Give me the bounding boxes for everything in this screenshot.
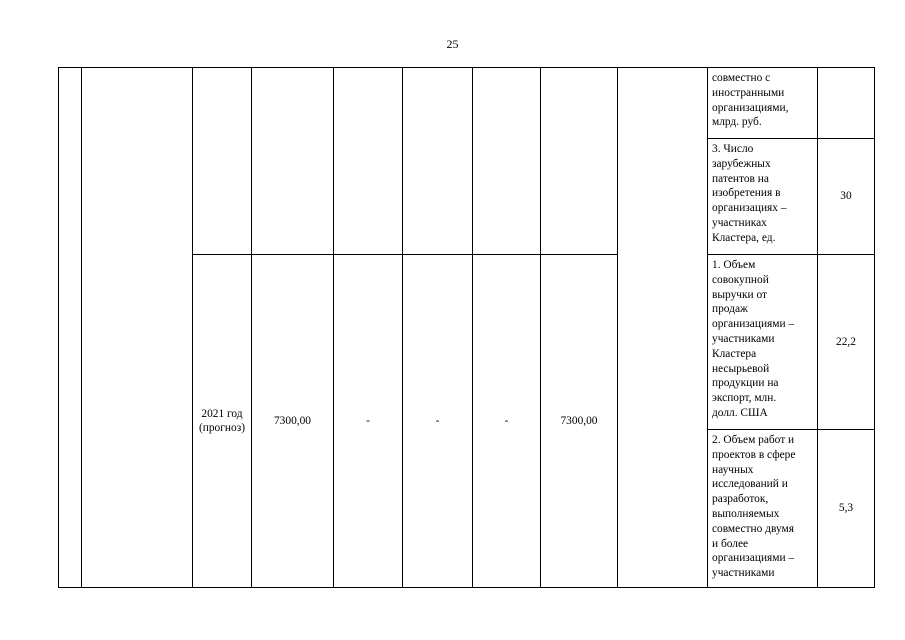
federal-cell-prev	[334, 68, 403, 255]
local-cell-prev	[473, 68, 541, 255]
indicator-text: совместно с иностранными организациями, млрд. руб.	[712, 72, 789, 129]
indicator-text: 2. Объем работ и проектов в сфере научных исследований и разработок, выполняемых совместно двумя и более организациями – участниками	[712, 434, 796, 580]
total-value: 7300,00	[273, 414, 312, 427]
indicator-name-cell	[708, 68, 818, 139]
regional-value: -	[435, 414, 440, 427]
extra-value: 7300,00	[560, 414, 598, 427]
executor-cell	[618, 68, 708, 588]
indicator-value-cell	[818, 430, 875, 588]
regional-cell-prev	[403, 68, 473, 255]
program-funding-table	[58, 67, 875, 588]
local-value: -	[504, 414, 509, 427]
indicator-name-cell	[708, 255, 818, 430]
indicator-value: 22,2	[836, 335, 856, 348]
total-cell	[252, 255, 334, 588]
year-cell-prev	[193, 68, 252, 255]
number-cell	[59, 68, 82, 588]
indicator-value: 30	[840, 190, 852, 203]
total-cell-prev	[252, 68, 334, 255]
indicator-name-cell	[708, 430, 818, 588]
year-label: 2021 год (прогноз)	[198, 407, 246, 434]
indicator-text: 1. Объем совокупной выручки от продаж организациями – участниками Кластера несырьевой продукции на экспорт, млн. долл. США	[712, 259, 795, 419]
indicator-value-cell	[818, 139, 875, 255]
indicator-name-cell	[708, 139, 818, 255]
page-number: 25	[446, 37, 459, 51]
table-row	[59, 68, 875, 139]
local-cell	[473, 255, 541, 588]
indicator-value-cell	[818, 68, 875, 139]
indicator-value-cell	[818, 255, 875, 430]
regional-cell	[403, 255, 473, 588]
federal-value: -	[366, 414, 370, 427]
extra-cell-prev	[541, 68, 618, 255]
year-cell	[193, 255, 252, 588]
federal-cell	[334, 255, 403, 588]
indicator-text: 3. Число зарубежных патентов на изобретения в организациях – участниках Кластера, ед.	[712, 143, 787, 244]
extra-cell	[541, 255, 618, 588]
indicator-value: 5,3	[838, 502, 854, 515]
event-name-cell	[82, 68, 193, 588]
